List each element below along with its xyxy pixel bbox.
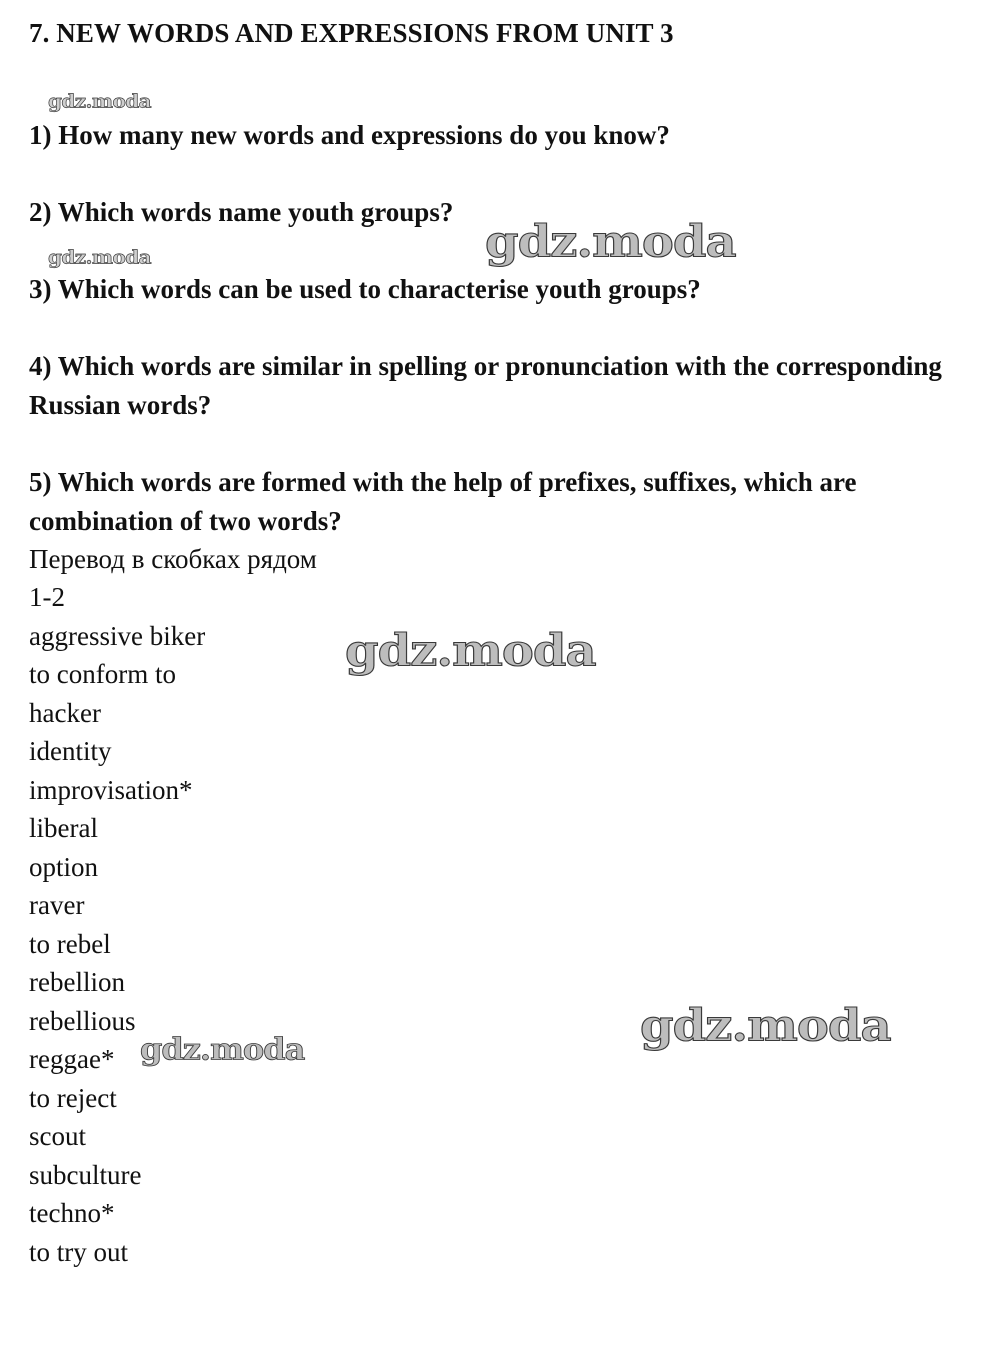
word-list	[29, 578, 205, 1271]
watermark: gdz.moda	[345, 625, 596, 677]
word-item: to reject	[29, 1082, 117, 1113]
question-1: 1) How many new words and expressions do you know?	[29, 120, 670, 150]
word-item: reggae*	[29, 1044, 115, 1074]
word-item: hacker	[29, 697, 101, 728]
word-item: liberal	[29, 813, 98, 843]
watermark: gdz.moda	[640, 1000, 891, 1052]
range-label: 1-2	[29, 582, 65, 612]
word-item: techno*	[29, 1198, 115, 1228]
question-3: 3) Which words can be used to characterise youth groups?	[29, 274, 701, 304]
word-item: improvisation*	[29, 774, 193, 805]
word-item: option	[29, 851, 99, 882]
question-4: 4) Which words are similar in spelling or pronunciation with the corresponding Russian words?	[29, 351, 942, 420]
watermark: gdz.moda	[140, 1032, 305, 1067]
word-item: identity	[29, 736, 112, 766]
word-item: rebellion	[29, 967, 125, 997]
word-item: to rebel	[29, 928, 111, 959]
word-item: raver	[29, 890, 85, 920]
word-item: aggressive biker	[29, 620, 206, 651]
document-title: 7. NEW WORDS AND EXPRESSIONS FROM UNIT 3	[29, 18, 674, 48]
translation-note: Перевод в скобках рядом	[29, 544, 317, 574]
word-item: rebellious	[29, 1005, 136, 1036]
watermark: gdz.moda	[48, 246, 151, 269]
word-item: to conform to	[29, 659, 176, 689]
word-item: scout	[29, 1121, 86, 1151]
word-item: subculture	[29, 1159, 142, 1190]
watermark: gdz.moda	[485, 216, 736, 268]
word-item: to try out	[29, 1236, 128, 1267]
question-2: 2) Which words name youth groups?	[29, 197, 454, 227]
question-5: 5) Which words are formed with the help of prefixes, suffixes, which are combination of two words?	[29, 467, 857, 536]
watermark: gdz.moda	[48, 90, 151, 113]
